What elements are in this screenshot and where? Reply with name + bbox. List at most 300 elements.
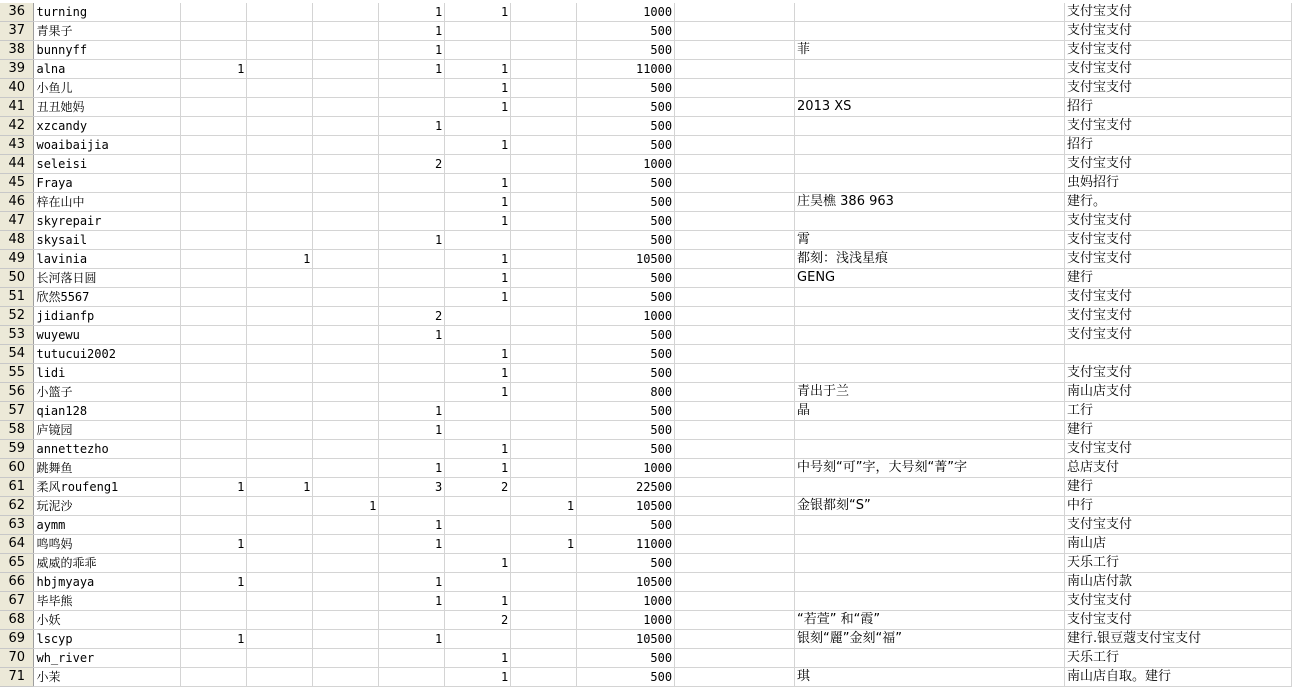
cell-payment[interactable]: 工行 xyxy=(1064,402,1291,421)
cell-amount[interactable]: 500 xyxy=(577,79,675,98)
cell-qty-f[interactable] xyxy=(511,3,577,22)
row-header[interactable]: 58 xyxy=(0,421,34,440)
cell-empty[interactable] xyxy=(675,554,795,573)
cell-qty-c[interactable] xyxy=(313,611,379,630)
cell-qty-c[interactable] xyxy=(313,554,379,573)
cell-qty-e[interactable] xyxy=(445,231,511,250)
cell-payment[interactable] xyxy=(1064,345,1291,364)
cell-empty[interactable] xyxy=(675,250,795,269)
cell-qty-e[interactable]: 1 xyxy=(445,345,511,364)
cell-qty-e[interactable]: 1 xyxy=(445,174,511,193)
cell-name[interactable]: jidianfp xyxy=(34,307,181,326)
cell-qty-b[interactable] xyxy=(247,155,313,174)
cell-amount[interactable]: 500 xyxy=(577,174,675,193)
cell-qty-f[interactable] xyxy=(511,98,577,117)
cell-qty-a[interactable] xyxy=(181,326,247,345)
cell-amount[interactable]: 1000 xyxy=(577,3,675,22)
cell-engraving[interactable] xyxy=(795,326,1065,345)
cell-amount[interactable]: 22500 xyxy=(577,478,675,497)
cell-qty-a[interactable] xyxy=(181,212,247,231)
row-header[interactable]: 46 xyxy=(0,193,34,212)
cell-name[interactable]: seleisi xyxy=(34,155,181,174)
cell-engraving[interactable]: 晶 xyxy=(795,402,1065,421)
cell-qty-a[interactable] xyxy=(181,649,247,668)
cell-empty[interactable] xyxy=(675,592,795,611)
cell-qty-e[interactable] xyxy=(445,22,511,41)
cell-amount[interactable]: 500 xyxy=(577,193,675,212)
cell-qty-f[interactable] xyxy=(511,402,577,421)
cell-engraving[interactable] xyxy=(795,79,1065,98)
cell-qty-a[interactable] xyxy=(181,193,247,212)
cell-amount[interactable]: 1000 xyxy=(577,459,675,478)
cell-amount[interactable]: 500 xyxy=(577,516,675,535)
cell-qty-f[interactable] xyxy=(511,117,577,136)
cell-qty-d[interactable] xyxy=(379,554,445,573)
cell-qty-c[interactable] xyxy=(313,345,379,364)
cell-empty[interactable] xyxy=(675,649,795,668)
cell-qty-b[interactable] xyxy=(247,649,313,668)
cell-qty-e[interactable]: 1 xyxy=(445,269,511,288)
cell-name[interactable]: 小鱼儿 xyxy=(34,79,181,98)
cell-name[interactable]: 跳舞鱼 xyxy=(34,459,181,478)
cell-name[interactable]: turning xyxy=(34,3,181,22)
cell-qty-f[interactable] xyxy=(511,250,577,269)
cell-qty-d[interactable]: 1 xyxy=(379,231,445,250)
cell-qty-b[interactable] xyxy=(247,440,313,459)
row-header[interactable]: 67 xyxy=(0,592,34,611)
cell-engraving[interactable] xyxy=(795,649,1065,668)
cell-engraving[interactable] xyxy=(795,307,1065,326)
cell-payment[interactable]: 支付宝支付 xyxy=(1064,326,1291,345)
cell-payment[interactable]: 支付宝支付 xyxy=(1064,611,1291,630)
cell-qty-d[interactable] xyxy=(379,136,445,155)
cell-qty-b[interactable] xyxy=(247,307,313,326)
cell-payment[interactable]: 支付宝支付 xyxy=(1064,516,1291,535)
cell-engraving[interactable]: 庄昊樵 386 963 xyxy=(795,193,1065,212)
cell-empty[interactable] xyxy=(675,326,795,345)
cell-qty-f[interactable] xyxy=(511,22,577,41)
cell-qty-b[interactable] xyxy=(247,79,313,98)
cell-name[interactable]: 玩泥沙 xyxy=(34,497,181,516)
cell-qty-c[interactable] xyxy=(313,402,379,421)
cell-name[interactable]: 小篮子 xyxy=(34,383,181,402)
row-header[interactable]: 70 xyxy=(0,649,34,668)
cell-qty-d[interactable]: 1 xyxy=(379,630,445,649)
cell-payment[interactable]: 招行 xyxy=(1064,136,1291,155)
cell-qty-c[interactable] xyxy=(313,117,379,136)
row-header[interactable]: 68 xyxy=(0,611,34,630)
cell-qty-d[interactable]: 1 xyxy=(379,60,445,79)
cell-amount[interactable]: 500 xyxy=(577,288,675,307)
cell-qty-f[interactable] xyxy=(511,41,577,60)
cell-engraving[interactable] xyxy=(795,516,1065,535)
cell-payment[interactable]: 总店支付 xyxy=(1064,459,1291,478)
cell-payment[interactable]: 支付宝支付 xyxy=(1064,307,1291,326)
cell-qty-a[interactable] xyxy=(181,592,247,611)
cell-qty-e[interactable]: 1 xyxy=(445,364,511,383)
cell-qty-e[interactable]: 1 xyxy=(445,288,511,307)
cell-engraving[interactable] xyxy=(795,117,1065,136)
cell-qty-f[interactable]: 1 xyxy=(511,497,577,516)
cell-engraving[interactable]: GENG xyxy=(795,269,1065,288)
cell-empty[interactable] xyxy=(675,117,795,136)
cell-name[interactable]: 威威的乖乖 xyxy=(34,554,181,573)
cell-payment[interactable]: 支付宝支付 xyxy=(1064,440,1291,459)
cell-amount[interactable]: 10500 xyxy=(577,630,675,649)
cell-qty-d[interactable] xyxy=(379,611,445,630)
cell-empty[interactable] xyxy=(675,60,795,79)
cell-qty-a[interactable] xyxy=(181,155,247,174)
cell-engraving[interactable]: 中号刻“可”字，大号刻“菁”字 xyxy=(795,459,1065,478)
cell-amount[interactable]: 500 xyxy=(577,440,675,459)
cell-qty-d[interactable]: 3 xyxy=(379,478,445,497)
cell-qty-c[interactable] xyxy=(313,288,379,307)
cell-qty-f[interactable] xyxy=(511,60,577,79)
row-header[interactable]: 49 xyxy=(0,250,34,269)
cell-qty-d[interactable] xyxy=(379,288,445,307)
cell-payment[interactable]: 支付宝支付 xyxy=(1064,288,1291,307)
cell-qty-c[interactable] xyxy=(313,231,379,250)
cell-engraving[interactable] xyxy=(795,155,1065,174)
cell-name[interactable]: aymm xyxy=(34,516,181,535)
cell-empty[interactable] xyxy=(675,630,795,649)
cell-qty-a[interactable]: 1 xyxy=(181,573,247,592)
cell-qty-c[interactable] xyxy=(313,41,379,60)
cell-qty-f[interactable] xyxy=(511,516,577,535)
cell-qty-a[interactable]: 1 xyxy=(181,535,247,554)
cell-qty-b[interactable] xyxy=(247,22,313,41)
cell-amount[interactable]: 500 xyxy=(577,22,675,41)
row-header[interactable]: 50 xyxy=(0,269,34,288)
cell-qty-c[interactable] xyxy=(313,478,379,497)
cell-amount[interactable]: 500 xyxy=(577,421,675,440)
cell-qty-e[interactable] xyxy=(445,497,511,516)
cell-qty-c[interactable] xyxy=(313,364,379,383)
cell-qty-e[interactable]: 1 xyxy=(445,459,511,478)
cell-qty-c[interactable] xyxy=(313,3,379,22)
cell-qty-a[interactable] xyxy=(181,402,247,421)
cell-qty-f[interactable] xyxy=(511,554,577,573)
cell-engraving[interactable] xyxy=(795,440,1065,459)
cell-qty-e[interactable] xyxy=(445,573,511,592)
cell-name[interactable]: tutucui2002 xyxy=(34,345,181,364)
cell-empty[interactable] xyxy=(675,345,795,364)
cell-qty-f[interactable] xyxy=(511,592,577,611)
cell-qty-b[interactable] xyxy=(247,60,313,79)
cell-qty-e[interactable] xyxy=(445,516,511,535)
cell-qty-d[interactable] xyxy=(379,193,445,212)
cell-empty[interactable] xyxy=(675,212,795,231)
cell-name[interactable]: 鸣鸣妈 xyxy=(34,535,181,554)
cell-qty-e[interactable] xyxy=(445,326,511,345)
cell-qty-c[interactable] xyxy=(313,383,379,402)
cell-empty[interactable] xyxy=(675,497,795,516)
cell-qty-e[interactable]: 1 xyxy=(445,250,511,269)
cell-qty-f[interactable] xyxy=(511,136,577,155)
cell-payment[interactable]: 虫妈招行 xyxy=(1064,174,1291,193)
cell-qty-b[interactable] xyxy=(247,497,313,516)
cell-payment[interactable]: 支付宝支付 xyxy=(1064,250,1291,269)
cell-engraving[interactable]: 青出于兰 xyxy=(795,383,1065,402)
cell-qty-e[interactable] xyxy=(445,402,511,421)
cell-engraving[interactable]: “若萱” 和“霞” xyxy=(795,611,1065,630)
cell-qty-b[interactable] xyxy=(247,326,313,345)
cell-engraving[interactable] xyxy=(795,60,1065,79)
cell-amount[interactable]: 10500 xyxy=(577,573,675,592)
cell-qty-b[interactable] xyxy=(247,535,313,554)
cell-qty-f[interactable] xyxy=(511,174,577,193)
cell-qty-b[interactable] xyxy=(247,668,313,687)
cell-amount[interactable]: 500 xyxy=(577,212,675,231)
cell-payment[interactable]: 建行 xyxy=(1064,478,1291,497)
cell-name[interactable]: 毕毕熊 xyxy=(34,592,181,611)
cell-qty-d[interactable] xyxy=(379,649,445,668)
cell-payment[interactable]: 支付宝支付 xyxy=(1064,231,1291,250)
cell-qty-b[interactable]: 1 xyxy=(247,478,313,497)
cell-qty-f[interactable] xyxy=(511,288,577,307)
cell-qty-b[interactable] xyxy=(247,611,313,630)
cell-empty[interactable] xyxy=(675,668,795,687)
cell-qty-d[interactable]: 1 xyxy=(379,22,445,41)
cell-qty-f[interactable] xyxy=(511,478,577,497)
cell-qty-c[interactable] xyxy=(313,307,379,326)
cell-engraving[interactable] xyxy=(795,22,1065,41)
cell-amount[interactable]: 10500 xyxy=(577,497,675,516)
cell-payment[interactable]: 建行 xyxy=(1064,269,1291,288)
cell-qty-e[interactable]: 1 xyxy=(445,212,511,231)
cell-engraving[interactable]: 2013 XS xyxy=(795,98,1065,117)
cell-qty-c[interactable] xyxy=(313,98,379,117)
cell-qty-a[interactable] xyxy=(181,459,247,478)
row-header[interactable]: 69 xyxy=(0,630,34,649)
cell-qty-f[interactable] xyxy=(511,231,577,250)
cell-empty[interactable] xyxy=(675,459,795,478)
cell-empty[interactable] xyxy=(675,3,795,22)
cell-empty[interactable] xyxy=(675,364,795,383)
cell-qty-b[interactable] xyxy=(247,269,313,288)
cell-qty-c[interactable] xyxy=(313,250,379,269)
cell-qty-a[interactable] xyxy=(181,22,247,41)
cell-qty-b[interactable] xyxy=(247,573,313,592)
cell-qty-c[interactable] xyxy=(313,155,379,174)
row-header[interactable]: 40 xyxy=(0,79,34,98)
cell-name[interactable]: alna xyxy=(34,60,181,79)
row-header[interactable]: 56 xyxy=(0,383,34,402)
cell-qty-c[interactable] xyxy=(313,193,379,212)
cell-qty-a[interactable] xyxy=(181,288,247,307)
cell-name[interactable]: lidi xyxy=(34,364,181,383)
cell-qty-c[interactable] xyxy=(313,440,379,459)
cell-qty-c[interactable] xyxy=(313,22,379,41)
cell-amount[interactable]: 500 xyxy=(577,98,675,117)
cell-qty-b[interactable] xyxy=(247,516,313,535)
cell-amount[interactable]: 1000 xyxy=(577,592,675,611)
cell-qty-a[interactable] xyxy=(181,250,247,269)
cell-qty-a[interactable] xyxy=(181,174,247,193)
row-header[interactable]: 45 xyxy=(0,174,34,193)
row-header[interactable]: 54 xyxy=(0,345,34,364)
cell-qty-e[interactable]: 1 xyxy=(445,649,511,668)
cell-amount[interactable]: 500 xyxy=(577,364,675,383)
cell-qty-e[interactable] xyxy=(445,117,511,136)
cell-payment[interactable]: 建行。 xyxy=(1064,193,1291,212)
cell-qty-a[interactable] xyxy=(181,516,247,535)
cell-qty-f[interactable] xyxy=(511,630,577,649)
cell-qty-f[interactable] xyxy=(511,326,577,345)
cell-qty-a[interactable] xyxy=(181,41,247,60)
cell-qty-f[interactable] xyxy=(511,79,577,98)
cell-qty-c[interactable] xyxy=(313,269,379,288)
cell-qty-f[interactable] xyxy=(511,611,577,630)
cell-name[interactable]: 庐镜园 xyxy=(34,421,181,440)
cell-payment[interactable]: 支付宝支付 xyxy=(1064,22,1291,41)
cell-qty-a[interactable]: 1 xyxy=(181,630,247,649)
cell-amount[interactable]: 500 xyxy=(577,345,675,364)
cell-qty-e[interactable] xyxy=(445,421,511,440)
cell-qty-e[interactable] xyxy=(445,630,511,649)
cell-qty-f[interactable] xyxy=(511,193,577,212)
cell-name[interactable]: lavinia xyxy=(34,250,181,269)
cell-qty-a[interactable] xyxy=(181,231,247,250)
cell-payment[interactable]: 南山店 xyxy=(1064,535,1291,554)
cell-qty-b[interactable] xyxy=(247,3,313,22)
cell-engraving[interactable]: 金银都刻“S” xyxy=(795,497,1065,516)
cell-payment[interactable]: 支付宝支付 xyxy=(1064,212,1291,231)
cell-qty-b[interactable] xyxy=(247,41,313,60)
cell-qty-e[interactable]: 2 xyxy=(445,478,511,497)
cell-qty-a[interactable]: 1 xyxy=(181,60,247,79)
cell-qty-d[interactable]: 1 xyxy=(379,41,445,60)
cell-empty[interactable] xyxy=(675,478,795,497)
cell-qty-a[interactable] xyxy=(181,668,247,687)
cell-empty[interactable] xyxy=(675,231,795,250)
cell-qty-f[interactable] xyxy=(511,440,577,459)
cell-qty-a[interactable] xyxy=(181,554,247,573)
cell-qty-f[interactable] xyxy=(511,383,577,402)
row-header[interactable]: 63 xyxy=(0,516,34,535)
row-header[interactable]: 61 xyxy=(0,478,34,497)
cell-amount[interactable]: 500 xyxy=(577,136,675,155)
row-header[interactable]: 47 xyxy=(0,212,34,231)
cell-amount[interactable]: 1000 xyxy=(577,155,675,174)
row-header[interactable]: 36 xyxy=(0,3,34,22)
cell-name[interactable]: 梓在山中 xyxy=(34,193,181,212)
row-header[interactable]: 62 xyxy=(0,497,34,516)
cell-qty-f[interactable] xyxy=(511,307,577,326)
cell-name[interactable]: xzcandy xyxy=(34,117,181,136)
cell-qty-e[interactable]: 1 xyxy=(445,554,511,573)
cell-empty[interactable] xyxy=(675,288,795,307)
cell-payment[interactable]: 支付宝支付 xyxy=(1064,364,1291,383)
row-header[interactable]: 59 xyxy=(0,440,34,459)
cell-qty-d[interactable]: 1 xyxy=(379,402,445,421)
cell-qty-a[interactable] xyxy=(181,611,247,630)
cell-empty[interactable] xyxy=(675,611,795,630)
cell-qty-a[interactable] xyxy=(181,345,247,364)
cell-empty[interactable] xyxy=(675,193,795,212)
cell-qty-c[interactable] xyxy=(313,573,379,592)
cell-amount[interactable]: 10500 xyxy=(577,250,675,269)
cell-engraving[interactable] xyxy=(795,212,1065,231)
cell-engraving[interactable] xyxy=(795,364,1065,383)
cell-empty[interactable] xyxy=(675,155,795,174)
cell-amount[interactable]: 500 xyxy=(577,231,675,250)
cell-qty-e[interactable]: 1 xyxy=(445,193,511,212)
cell-engraving[interactable] xyxy=(795,573,1065,592)
cell-amount[interactable]: 500 xyxy=(577,326,675,345)
cell-qty-c[interactable]: 1 xyxy=(313,497,379,516)
cell-empty[interactable] xyxy=(675,307,795,326)
cell-qty-c[interactable] xyxy=(313,668,379,687)
cell-payment[interactable]: 支付宝支付 xyxy=(1064,592,1291,611)
cell-qty-f[interactable] xyxy=(511,345,577,364)
cell-name[interactable]: 柔风roufeng1 xyxy=(34,478,181,497)
cell-name[interactable]: qian128 xyxy=(34,402,181,421)
cell-qty-b[interactable] xyxy=(247,592,313,611)
cell-qty-a[interactable] xyxy=(181,136,247,155)
row-header[interactable]: 48 xyxy=(0,231,34,250)
cell-amount[interactable]: 500 xyxy=(577,117,675,136)
cell-qty-d[interactable] xyxy=(379,79,445,98)
cell-amount[interactable]: 500 xyxy=(577,402,675,421)
cell-qty-d[interactable]: 1 xyxy=(379,592,445,611)
cell-qty-b[interactable] xyxy=(247,117,313,136)
cell-qty-e[interactable]: 1 xyxy=(445,383,511,402)
row-header[interactable]: 57 xyxy=(0,402,34,421)
cell-engraving[interactable] xyxy=(795,535,1065,554)
cell-qty-d[interactable] xyxy=(379,98,445,117)
row-header[interactable]: 66 xyxy=(0,573,34,592)
cell-qty-a[interactable] xyxy=(181,269,247,288)
cell-qty-f[interactable]: 1 xyxy=(511,535,577,554)
cell-qty-b[interactable] xyxy=(247,345,313,364)
cell-amount[interactable]: 11000 xyxy=(577,60,675,79)
cell-empty[interactable] xyxy=(675,421,795,440)
row-header[interactable]: 52 xyxy=(0,307,34,326)
cell-qty-a[interactable] xyxy=(181,497,247,516)
cell-qty-b[interactable] xyxy=(247,364,313,383)
cell-qty-c[interactable] xyxy=(313,592,379,611)
cell-qty-e[interactable]: 1 xyxy=(445,136,511,155)
cell-payment[interactable]: 南山店支付 xyxy=(1064,383,1291,402)
cell-empty[interactable] xyxy=(675,22,795,41)
cell-engraving[interactable] xyxy=(795,478,1065,497)
row-header[interactable]: 43 xyxy=(0,136,34,155)
row-header[interactable]: 60 xyxy=(0,459,34,478)
cell-qty-a[interactable] xyxy=(181,307,247,326)
cell-amount[interactable]: 500 xyxy=(577,649,675,668)
cell-qty-c[interactable] xyxy=(313,60,379,79)
cell-qty-d[interactable]: 2 xyxy=(379,307,445,326)
cell-qty-b[interactable]: 1 xyxy=(247,250,313,269)
cell-qty-e[interactable]: 1 xyxy=(445,440,511,459)
cell-qty-e[interactable]: 1 xyxy=(445,60,511,79)
cell-qty-c[interactable] xyxy=(313,326,379,345)
cell-engraving[interactable]: 霄 xyxy=(795,231,1065,250)
cell-name[interactable]: 小茉 xyxy=(34,668,181,687)
cell-payment[interactable]: 支付宝支付 xyxy=(1064,41,1291,60)
cell-empty[interactable] xyxy=(675,402,795,421)
cell-amount[interactable]: 800 xyxy=(577,383,675,402)
cell-qty-a[interactable] xyxy=(181,364,247,383)
cell-name[interactable]: 青果子 xyxy=(34,22,181,41)
cell-qty-e[interactable] xyxy=(445,535,511,554)
cell-payment[interactable]: 支付宝支付 xyxy=(1064,3,1291,22)
cell-qty-d[interactable] xyxy=(379,212,445,231)
cell-qty-d[interactable] xyxy=(379,364,445,383)
cell-qty-d[interactable] xyxy=(379,497,445,516)
cell-engraving[interactable] xyxy=(795,3,1065,22)
